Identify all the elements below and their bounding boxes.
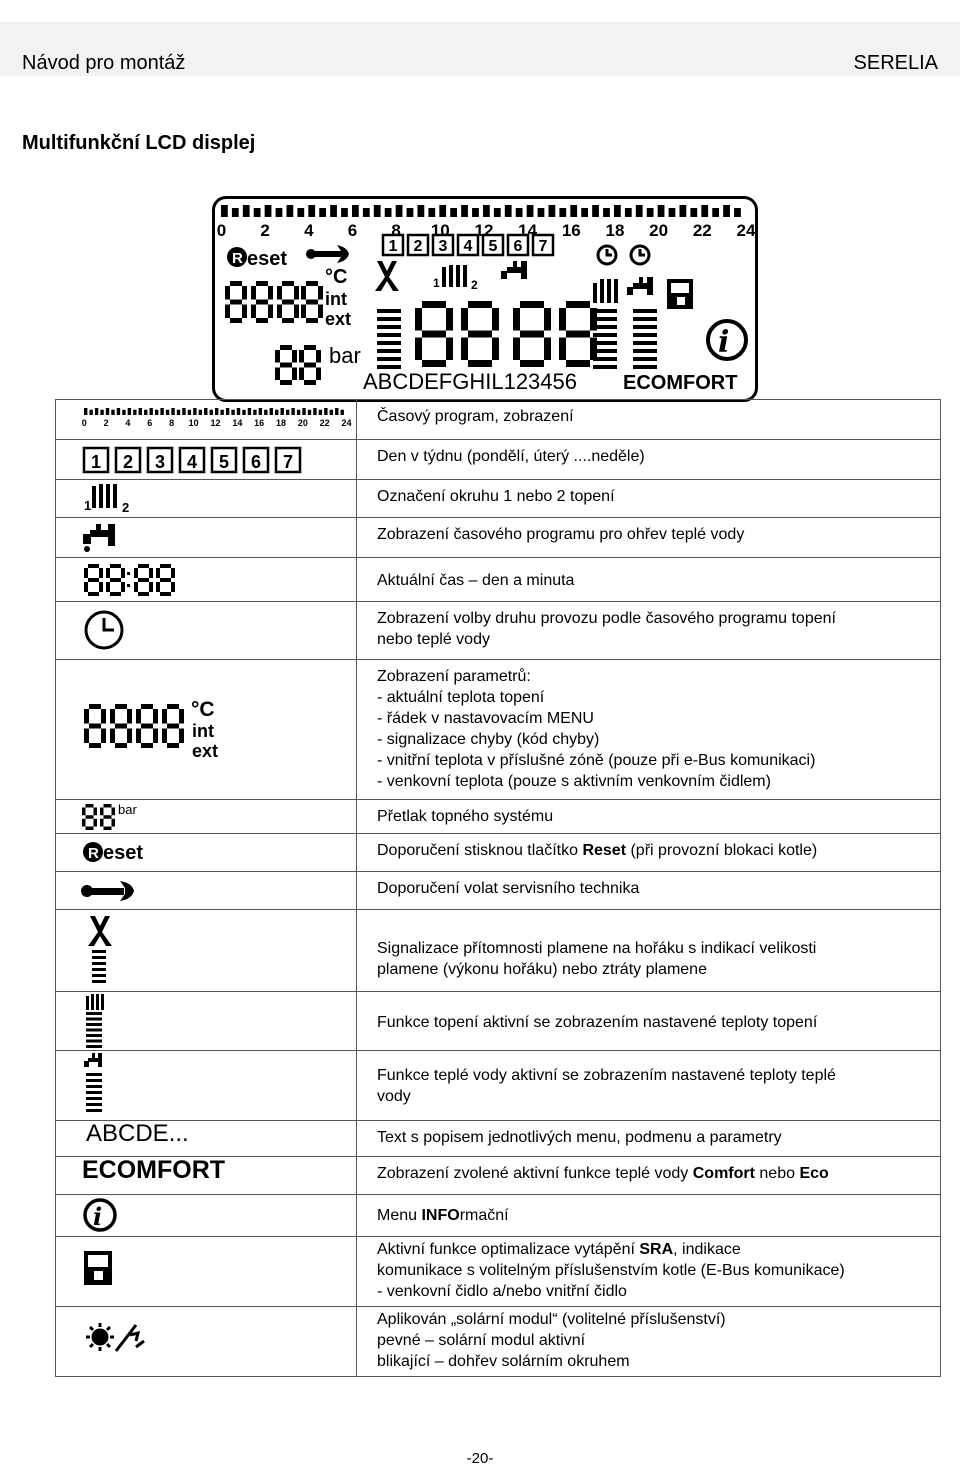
svg-text:2: 2 [413,238,423,255]
hour-tick-label: 0 [81,418,87,428]
tap-icon [501,261,527,279]
lcd-bar-digit [299,345,321,385]
hour-tick-label: 8 [169,418,175,428]
hour-tick-label: 18 [605,221,625,240]
icon-timeline [82,408,352,428]
svg-text:bar: bar [118,802,137,817]
lcd-big-digit [461,301,499,367]
heating-circuit-icon [56,480,356,516]
row-text: Zobrazení časového programu pro ohřev teplé vody [357,518,941,558]
svg-text:2: 2 [122,500,130,515]
row-text: Den v týdnu (pondělí, úterý ....neděle) [357,440,941,480]
hour-tick-label: 4 [304,221,314,240]
table-row [56,518,941,558]
lcd-bar-label: bar [329,343,361,368]
svg-text:R: R [88,845,99,862]
table-row [56,992,941,1051]
hot-water-level-icon [56,1051,356,1119]
table-row [56,1121,941,1157]
clock-digits-icon [56,558,356,600]
table-row [56,1195,941,1237]
icon-cell [56,1237,357,1307]
icon-param-digit [162,704,184,748]
row-text: Doporučení volat servisního technika [357,872,941,910]
lcd-small-digit [277,281,299,323]
hour-tick-label: 14 [518,221,538,240]
hour-tick-label: 2 [260,221,270,240]
lcd-big-digit [415,301,453,367]
heating-level-icon [56,992,356,1049]
clock-icon [56,602,356,658]
hour-tick-label: 20 [297,418,308,428]
icon-day-box [148,448,172,472]
lcd-water-level [633,309,657,369]
icon-cell [56,910,357,992]
svg-text:4: 4 [186,452,198,472]
info-icon [708,321,746,360]
row-text: Signalizace přítomnosti plamene na hořáku s indikací velikosti plamene (výkonu hořáku) nebo ztráty plamene [357,910,941,992]
icon-cell [56,1157,357,1195]
svg-text:6: 6 [513,238,523,255]
svg-text:7: 7 [538,238,548,255]
hour-tick-label: 4 [125,418,131,428]
icon-tap-level [86,1073,102,1112]
wrench-icon [306,245,349,263]
icon-heat-level [86,1012,102,1048]
lcd-ext-label: ext [325,309,352,329]
row-text: Doporučení stisknou tlačítko Reset (při provozní blokaci kotle) [357,834,941,872]
svg-text:ext: ext [192,741,219,761]
row-text: Časový program, zobrazení [357,400,941,440]
menu-text-sample: ABCDE... [86,1120,189,1147]
solar-icon [56,1307,356,1369]
table-row [56,558,941,602]
icon-cell [56,1195,357,1237]
table-row [56,660,941,800]
lcd-day-box [408,235,428,255]
icon-cell [56,660,357,800]
icon-bar-digit [100,804,115,830]
lcd-display-graphic [215,199,755,399]
flame-icon [375,261,399,291]
sra-icon [667,279,693,309]
legend-table [55,399,941,1377]
header-left: Návod pro montáž [22,52,186,74]
svg-text:5: 5 [488,238,498,255]
icon-cell [56,1121,357,1157]
wrench-icon [56,872,356,908]
reset-icon [56,834,356,870]
lcd-small-digit [225,281,247,323]
hour-tick-label: 22 [692,221,712,240]
icon-param-digit [84,704,106,748]
icon-cell [56,1307,357,1377]
svg-text:2: 2 [122,452,134,472]
info-icon [56,1195,356,1235]
row-text: Zobrazení zvolené aktivní funkce teplé vody Comfort nebo Eco [357,1157,941,1195]
table-row [56,834,941,872]
lcd-int-label: int [325,289,347,309]
row-text: Text s popisem jednotlivých menu, podmenu a parametry [357,1121,941,1157]
icon-time-digit [106,564,125,596]
icon-flame-level [92,950,106,983]
tap-icon [627,277,653,295]
header-right: SERELIA [853,52,938,74]
hour-tick-label: 24 [736,221,755,240]
lcd-flame-level [377,309,401,369]
hour-tick-label: 20 [649,221,669,240]
table-row [56,910,941,992]
svg-text:R: R [232,250,243,267]
row-text: Aktuální čas – den a minuta [357,558,941,602]
hour-tick-label: 14 [232,418,243,428]
icon-cell [56,558,357,602]
lcd-small-digit [301,281,323,323]
svg-text:1: 1 [433,276,440,290]
icon-bar-digit [82,804,97,830]
lcd-big-digit [513,301,551,367]
hour-tick-label: 8 [391,221,401,240]
svg-text:6: 6 [250,452,262,472]
svg-text:eset: eset [103,842,144,864]
icon-param-digit [110,704,132,748]
table-row [56,1051,941,1121]
svg-text:1: 1 [84,498,92,513]
icon-cell [56,872,357,910]
row-text: Přetlak topného systému [357,800,941,834]
table-row [56,1157,941,1195]
sra-icon [56,1237,356,1299]
svg-text:i: i [93,1202,103,1231]
tap-icon [56,518,356,556]
icon-day-box [244,448,268,472]
icon-day-box [212,448,236,472]
row-text: Funkce teplé vody aktivní se zobrazením nastavené teploty teplé vody [357,1051,941,1121]
lcd-degree-label: °C [325,266,348,288]
row-text: Aplikován „solární modul“ (volitelné příslušenství) pevné – solární modul aktivní blikající – dohřev solárním okruhem [357,1307,941,1377]
icon-cell [56,1051,357,1121]
svg-text:int: int [192,721,214,741]
table-row [56,872,941,910]
table-row [56,1237,941,1307]
lcd-reset-label: eset [247,248,288,270]
lcd-bar-digit [275,345,297,385]
table-row [56,480,941,518]
weekday-icon [56,440,356,478]
icon-day-box [84,448,108,472]
row-text: Aktivní funkce optimalizace vytápění SRA, indikace komunikace s volitelným příslušenstvím kotle (E-Bus komunikace) - venkovní čidlo a/nebo vnitřní čidlo [357,1237,941,1307]
icon-time-digit [134,564,153,596]
lcd-menu-text: ABCDEFGHIL123456 [363,369,577,394]
table-row [56,800,941,834]
icon-cell [56,800,357,834]
icon-time-digit [84,564,103,596]
lcd-small-digit [251,281,273,323]
svg-text:°C: °C [191,698,215,721]
table-row [56,440,941,480]
svg-text:3: 3 [438,238,448,255]
clock-icon [598,246,649,264]
hour-tick-label: 6 [347,221,358,240]
svg-text:5: 5 [218,452,230,472]
lcd-ecomfort-label: ECOMFORT [623,372,738,394]
parameter-display-icon [56,660,356,796]
table-row [56,400,941,440]
hour-tick-label: 18 [276,418,287,428]
icon-day-box [276,448,300,472]
hour-tick-label: 16 [254,418,265,428]
icon-cell [56,518,357,558]
hour-tick-label: 12 [210,418,221,428]
svg-text:1: 1 [90,452,102,472]
hour-tick-label: 2 [103,418,109,428]
row-text: Zobrazení parametrů: - aktuální teplota topení - řádek v nastavovacím MENU - signalizace chyby (kód chyby) - vnitřní teplota v příslušné zóně (pouze při e-Bus komunikaci) - venkovní teplota (pouze s aktivním venkovním čidlem) [357,660,941,800]
pressure-icon [56,800,356,832]
hour-tick-label: 24 [341,418,352,428]
ecomfort-label: ECOMFORT [82,1156,226,1184]
row-text: Menu INFOrmační [357,1195,941,1237]
icon-cell [56,440,357,480]
icon-cell [56,602,357,660]
table-row [56,1307,941,1377]
row-text: Označení okruhu 1 nebo 2 topení [357,480,941,518]
row-text: Funkce topení aktivní se zobrazením nastavené teploty topení [357,992,941,1051]
icon-cell [56,834,357,872]
hour-tick-label: 0 [216,221,227,240]
icon-cell [56,400,357,440]
table-row [56,602,941,660]
flame-icon [56,910,356,990]
hour-tick-label: 16 [561,221,581,240]
time-program-icon [56,400,356,438]
row-text: Zobrazení volby druhu provozu podle časového programu topení nebo teplé vody [357,602,941,660]
icon-param-digit [136,704,158,748]
hour-tick-label: 10 [430,221,450,240]
icon-cell [56,992,357,1051]
heating-icon [593,279,618,303]
lcd-big-digit [559,301,597,367]
icon-day-box [180,448,204,472]
svg-text:2: 2 [471,278,478,292]
svg-text:3: 3 [154,452,166,472]
svg-text:1: 1 [388,238,398,255]
hour-tick-label: 10 [188,418,199,428]
page-title: Multifunkční LCD displej [22,132,256,154]
svg-text:i: i [718,325,730,360]
icon-cell [56,480,357,518]
svg-text:7: 7 [282,452,294,472]
hour-tick-label: 22 [319,418,330,428]
hour-tick-label: 6 [147,418,153,428]
svg-text:4: 4 [463,238,473,255]
heating-circuit-icon [433,265,478,292]
hour-tick-label: 12 [474,221,494,240]
page-number: -20- [466,1450,494,1467]
icon-time-digit [156,564,175,596]
lcd-display [212,196,758,402]
icon-day-box [116,448,140,472]
